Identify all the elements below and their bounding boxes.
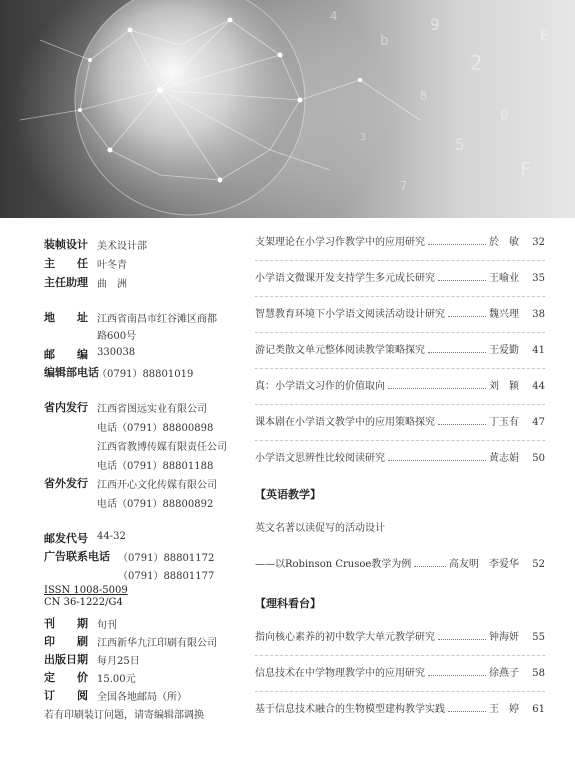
editor-label: 主 任: [44, 257, 88, 270]
period-value: 旬刊: [97, 620, 117, 631]
toc-leader: [414, 566, 446, 567]
toc-divider: [255, 440, 545, 441]
issn-number: ISSN 1008-5009: [44, 585, 128, 596]
tech-sphere-illustration: [0, 0, 575, 218]
toc-leader: [448, 711, 486, 712]
toc-author: 王喻业: [489, 273, 519, 284]
toc-page: 32: [532, 237, 545, 248]
section-heading-english: 【英语教学】: [255, 488, 321, 501]
toc-leader: [388, 460, 486, 461]
toc-entry[interactable]: [255, 234, 545, 248]
cover-banner-image: [0, 0, 575, 218]
toc-divider: [255, 296, 545, 297]
address-line2: 路600号: [97, 331, 137, 342]
assistant-value: 曲 洲: [97, 279, 127, 290]
subscribe-label: 订 阅: [44, 689, 88, 702]
toc-leader: [388, 388, 486, 389]
toc-title: 支架理论在小学习作教学中的应用研究: [255, 237, 425, 248]
office-phone-value: （0791）88801019: [97, 369, 194, 380]
toc-author: 高友明 李爱华: [449, 559, 519, 570]
external-distribution-label: 省外发行: [44, 477, 88, 490]
svg-text:7: 7: [400, 179, 408, 193]
svg-text:b: b: [380, 33, 389, 49]
domestic-org-2: 江西省教博传媒有限责任公司: [97, 442, 227, 453]
toc-author: 王爱勤: [489, 345, 519, 356]
office-phone-label: 编辑部电话: [44, 366, 99, 379]
toc-author: 魏兴理: [489, 309, 519, 320]
toc-leader: [438, 424, 486, 425]
subscribe-value: 全国各地邮局（所）: [97, 692, 187, 703]
address-label: 地 址: [44, 311, 88, 324]
toc-leader: [428, 675, 486, 676]
toc-author: 徐燕子: [489, 668, 519, 679]
toc-author: 王 婷: [489, 704, 519, 715]
toc-entry[interactable]: [255, 306, 545, 320]
toc-page: 55: [532, 632, 545, 643]
toc-page: 41: [532, 345, 545, 356]
toc-author: 钟海妍: [489, 632, 519, 643]
design-label: 装帧设计: [44, 238, 88, 251]
toc-title: 英文名著以读促写的活动设计: [255, 523, 385, 534]
toc-title: 课本剧在小学语文教学中的应用策略探究: [255, 417, 435, 428]
printer-label: 印 刷: [44, 635, 88, 648]
svg-text:0: 0: [500, 108, 509, 124]
address-line1: 江西省南昌市红谷滩区商都: [97, 314, 217, 325]
toc-page: 47: [532, 417, 545, 428]
toc-entry[interactable]: [255, 556, 545, 570]
toc-title: 信息技术在中学物理教学中的应用研究: [255, 668, 425, 679]
toc-leader: [428, 244, 486, 245]
section-heading-science: 【理科看台】: [255, 597, 321, 610]
pub-date-label: 出版日期: [44, 653, 88, 666]
toc-title: 真：小学语文习作的价值取向: [255, 381, 385, 392]
toc-divider: [255, 260, 545, 261]
svg-text:3: 3: [360, 132, 367, 143]
toc-subtitle: ——以Robinson Crusoe教学为例: [255, 559, 412, 570]
pub-date-value: 每月25日: [97, 656, 140, 667]
toc-page: 44: [532, 381, 545, 392]
toc-author: 黄志娟: [489, 453, 519, 464]
toc-divider: [255, 368, 545, 369]
toc-page: 61: [532, 704, 545, 715]
toc-author: 於 敏: [489, 237, 519, 248]
external-phone: 电话（0791）88800892: [97, 499, 214, 510]
svg-text:F: F: [520, 159, 531, 180]
toc-divider: [255, 691, 545, 692]
toc-leader: [438, 280, 486, 281]
domestic-org-1: 江西省图远实业有限公司: [97, 404, 207, 415]
toc-title: 小学语文微课开发支持学生多元成长研究: [255, 273, 435, 284]
toc-entry-title-line[interactable]: [255, 520, 545, 534]
domestic-phone-1: 电话（0791）88800898: [97, 423, 214, 434]
toc-leader: [448, 316, 486, 317]
toc-entry[interactable]: [255, 270, 545, 284]
editor-value: 叶冬青: [97, 260, 127, 271]
print-issue-notice: 若有印刷装订问题，请寄编辑部调换: [44, 710, 204, 721]
ad-phone-value-2: （0791）88801177: [118, 571, 215, 582]
toc-entry[interactable]: [255, 629, 545, 643]
assistant-label: 主任助理: [44, 276, 88, 289]
toc-author: 丁玉有: [489, 417, 519, 428]
ad-phone-value-1: （0791）88801172: [118, 553, 215, 564]
toc-leader: [438, 639, 486, 640]
toc-divider: [255, 655, 545, 656]
toc-title: 指向核心素养的初中数学大单元教学研究: [255, 632, 435, 643]
toc-entry[interactable]: [255, 378, 545, 392]
toc-entry[interactable]: [255, 665, 545, 679]
svg-text:2: 2: [470, 51, 483, 75]
toc-page: 35: [532, 273, 545, 284]
toc-leader: [428, 352, 486, 353]
toc-author: 刘 颖: [489, 381, 519, 392]
mail-code-value: 44-32: [97, 531, 126, 542]
period-label: 刊 期: [44, 617, 88, 630]
toc-title: 基于信息技术融合的生物模型建构教学实践: [255, 704, 445, 715]
toc-divider: [255, 332, 545, 333]
price-value: 15.00元: [97, 674, 136, 685]
svg-text:4: 4: [330, 9, 338, 23]
external-org: 江西开心文化传媒有限公司: [97, 480, 217, 491]
toc-page: 58: [532, 668, 545, 679]
ad-phone-label: 广告联系电话: [44, 550, 110, 563]
postcode-label: 邮 编: [44, 348, 88, 361]
toc-page: 50: [532, 453, 545, 464]
postcode-value: 330038: [97, 347, 136, 358]
toc-entry[interactable]: [255, 701, 545, 715]
toc-title: 小学语文思辨性比较阅读研究: [255, 453, 385, 464]
price-label: 定 价: [44, 671, 88, 684]
toc-page: 52: [532, 559, 545, 570]
domestic-phone-2: 电话（0791）88801188: [97, 461, 214, 472]
svg-text:8: 8: [420, 89, 428, 103]
toc-divider: [255, 404, 545, 405]
toc-title: 游记类散文单元整体阅读教学策略探究: [255, 345, 425, 356]
svg-text:E: E: [540, 28, 549, 44]
svg-text:5: 5: [455, 135, 465, 154]
printer-value: 江西新华九江印刷有限公司: [97, 638, 217, 649]
cn-number: CN 36-1222/G4: [44, 597, 123, 608]
mail-code-label: 邮发代号: [44, 532, 88, 545]
toc-entry[interactable]: [255, 450, 545, 464]
toc-entry[interactable]: [255, 342, 545, 356]
domestic-distribution-label: 省内发行: [44, 401, 88, 414]
svg-text:9: 9: [430, 15, 440, 34]
toc-entry[interactable]: [255, 414, 545, 428]
toc-page: 38: [532, 309, 545, 320]
design-value: 美术设计部: [97, 241, 147, 252]
toc-title: 智慧教育环境下小学语文阅读活动设计研究: [255, 309, 445, 320]
